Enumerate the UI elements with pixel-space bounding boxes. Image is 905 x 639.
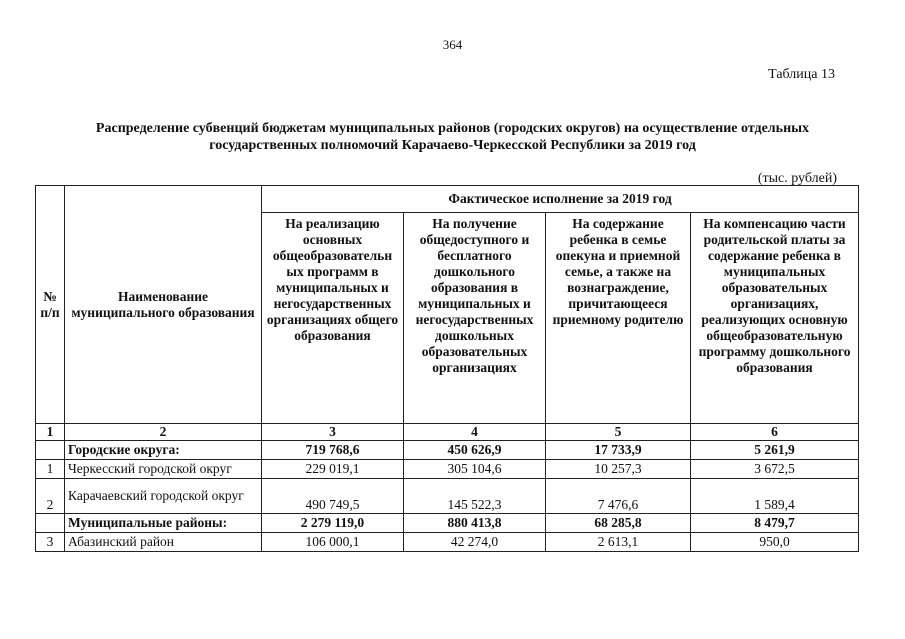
row-value-4: 5 261,9 [691, 441, 859, 460]
row-value-3: 7 476,6 [546, 479, 691, 514]
row-value-2: 880 413,8 [404, 514, 546, 533]
row-value-3: 2 613,1 [546, 533, 691, 552]
row-no: 3 [36, 533, 65, 552]
header-col-general-education: На реализацию основных общеобразовательн ых программ в муниципальных и негосударственных организациях общего образования [262, 213, 404, 424]
row-value-2: 450 626,9 [404, 441, 546, 460]
row-value-2: 145 522,3 [404, 479, 546, 514]
row-value-2: 305 104,6 [404, 460, 546, 479]
row-no [36, 441, 65, 460]
title-line-2: государственных полномочий Карачаево-Черкесской Республики за 2019 год [209, 138, 696, 153]
table-row-subtotal [36, 514, 859, 533]
row-name: Абазинский район [65, 533, 262, 552]
column-number: 1 [36, 424, 65, 441]
row-value-4: 8 479,7 [691, 514, 859, 533]
header-name: Наименование муниципального образования [65, 186, 262, 424]
column-number: 3 [262, 424, 404, 441]
header-group: Фактическое исполнение за 2019 год [262, 186, 859, 213]
column-number: 6 [691, 424, 859, 441]
document-title [30, 120, 875, 154]
row-value-3: 17 733,9 [546, 441, 691, 460]
units-label: (тыс. рублей) [757, 171, 837, 186]
row-value-2: 42 274,0 [404, 533, 546, 552]
header-col-preschool-education: На получение общедоступного и бесплатного дошкольного образования в муниципальных и негосударственных дошкольных образовательных организациях [404, 213, 546, 424]
title-line-1: Распределение субвенций бюджетам муниципальных районов (городских округов) на осуществление отдельных [95, 121, 810, 136]
row-value-4: 3 672,5 [691, 460, 859, 479]
row-name: Городские округа: [65, 441, 262, 460]
column-number: 5 [546, 424, 691, 441]
subventions-table [35, 185, 859, 552]
page-number: 364 [442, 37, 463, 52]
table-row [36, 479, 859, 514]
row-name: Карачаевский городской округ [65, 479, 262, 514]
table-row [36, 533, 859, 552]
row-no: 1 [36, 460, 65, 479]
row-value-1: 229 019,1 [262, 460, 404, 479]
row-value-4: 1 589,4 [691, 479, 859, 514]
table-label: Таблица 13 [768, 67, 835, 82]
column-number: 4 [404, 424, 546, 441]
row-value-1: 719 768,6 [262, 441, 404, 460]
table-row [36, 460, 859, 479]
header-col-foster-care: На содержание ребенка в семье опекуна и приемной семье, а также на вознаграждение, причитающееся приемному родителю [546, 213, 691, 424]
row-value-1: 106 000,1 [262, 533, 404, 552]
row-name: Черкесский городской округ [65, 460, 262, 479]
row-value-1: 490 749,5 [262, 479, 404, 514]
column-number: 2 [65, 424, 262, 441]
header-no: № п/п [36, 186, 65, 424]
header-row-top [36, 186, 859, 213]
row-value-1: 2 279 119,0 [262, 514, 404, 533]
row-value-3: 10 257,3 [546, 460, 691, 479]
table-row-subtotal [36, 441, 859, 460]
header-col-parent-fee-compensation: На компенсацию части родительской платы за содержание ребенка в муниципальных образовательных организациях, реализующих основную общеобразовательную программу дошкольного образования [691, 213, 859, 424]
column-number-row [36, 424, 859, 441]
row-value-4: 950,0 [691, 533, 859, 552]
row-no: 2 [36, 479, 65, 514]
row-value-3: 68 285,8 [546, 514, 691, 533]
row-name: Муниципальные районы: [65, 514, 262, 533]
row-no [36, 514, 65, 533]
